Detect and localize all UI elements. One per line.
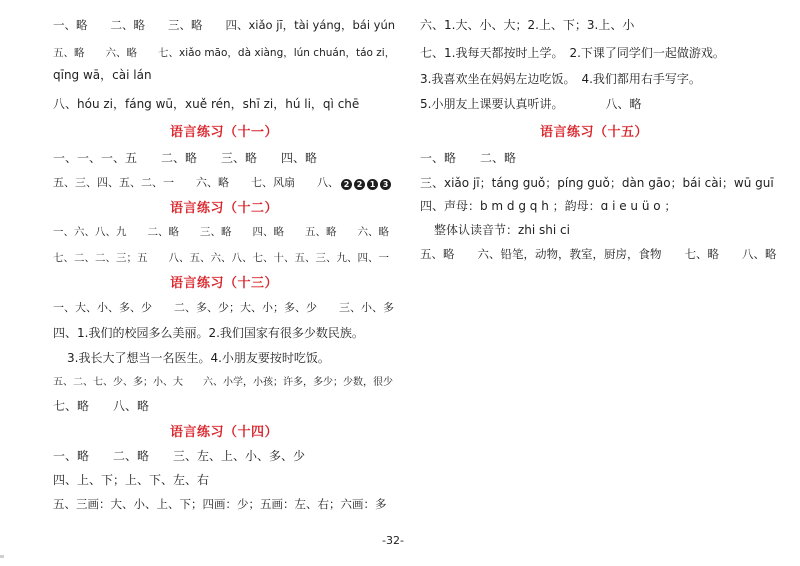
answer-line: qīng wā，cài lán	[53, 68, 152, 82]
answer-line: 整体认读音节：zhi shi ci	[434, 223, 570, 237]
section-heading-13: 语言练习（十三）	[170, 276, 279, 291]
answer-line: 一、一、一、五 二、略 三、略 四、略	[53, 151, 318, 165]
answer-line: 3.我喜欢坐在妈妈左边吃饭。 4.我们都用右手写字。	[420, 72, 701, 86]
answer-line: 五、二、七、少、多；小、大 六、小学，小孩；许多，多少；少数，很少	[53, 377, 393, 388]
answer-line: 四、声母：b m d g q h ；韵母：ɑ i e u ü o ；	[420, 199, 677, 213]
page-number: -32-	[382, 534, 404, 547]
answer-line: 五、略 六、略 七、xiǎo māo，dà xiàng，lún chuán，táo zi，	[53, 47, 396, 59]
circled-number: 3	[380, 179, 391, 190]
answer-line: 五、三画：大、小、上、下；四画：少；五画：左、右；六画：多	[53, 497, 387, 511]
circled-number: 2	[354, 179, 365, 190]
answer-line: 八、hóu zi，fáng wū，xuě rén，shī zi，hú li，qì chē	[53, 97, 360, 111]
answer-line: 5.小朋友上课要认真听讲。 八、略	[420, 97, 642, 111]
answer-line: 三、xiǎo jī；táng guǒ；píng guǒ；dàn gāo；bái cài；wū guī	[420, 176, 774, 190]
answer-line: 四、1.我们的校园多么美丽。2.我们国家有很多少数民族。	[53, 326, 364, 340]
answer-line: 七、1.我每天都按时上学。 2.下课了同学们一起做游戏。	[420, 46, 725, 60]
answer-line: 一、略 二、略 三、略 四、xiǎo jī，tài yáng，bái yún	[53, 18, 396, 32]
answer-line-with-circles	[53, 175, 391, 191]
section-heading-11: 语言练习（十一）	[170, 125, 279, 140]
section-heading-12: 语言练习（十二）	[170, 201, 279, 216]
answer-line: 一、略 二、略	[420, 151, 517, 165]
answer-line: 六、1.大、小、大；2.上、下；3.上、小	[420, 18, 635, 32]
answer-text: 五、三、四、五、二、一 六、略 七、风扇 八、	[53, 176, 339, 189]
section-heading-15: 语言练习（十五）	[540, 125, 649, 140]
answer-line: 一、大、小、多、少 二、多、少；大、小；多、少 三、小、多	[53, 301, 394, 314]
answer-line: 五、略 六、铅笔，动物，教室，厨房，食物 七、略 八、略	[420, 247, 777, 261]
answer-line: 一、六、八、九 二、略 三、略 四、略 五、略 六、略	[53, 226, 389, 238]
answer-line: 一、略 二、略 三、左、上、小、多、少	[53, 449, 306, 463]
answer-line: 七、略 八、略	[53, 399, 150, 413]
section-heading-14: 语言练习（十四）	[170, 425, 279, 440]
circled-number: 1	[367, 179, 378, 190]
answer-line: 七、二、二、三；五 八、五、六、八、七、十、五、三、九、四、一	[53, 252, 389, 264]
circled-number: 2	[341, 179, 352, 190]
answer-line: 3.我长大了想当一名医生。4.小朋友要按时吃饭。	[67, 351, 330, 365]
answer-line: 四、上、下；上、下、左、右	[53, 473, 210, 487]
edge-mark	[0, 555, 4, 558]
